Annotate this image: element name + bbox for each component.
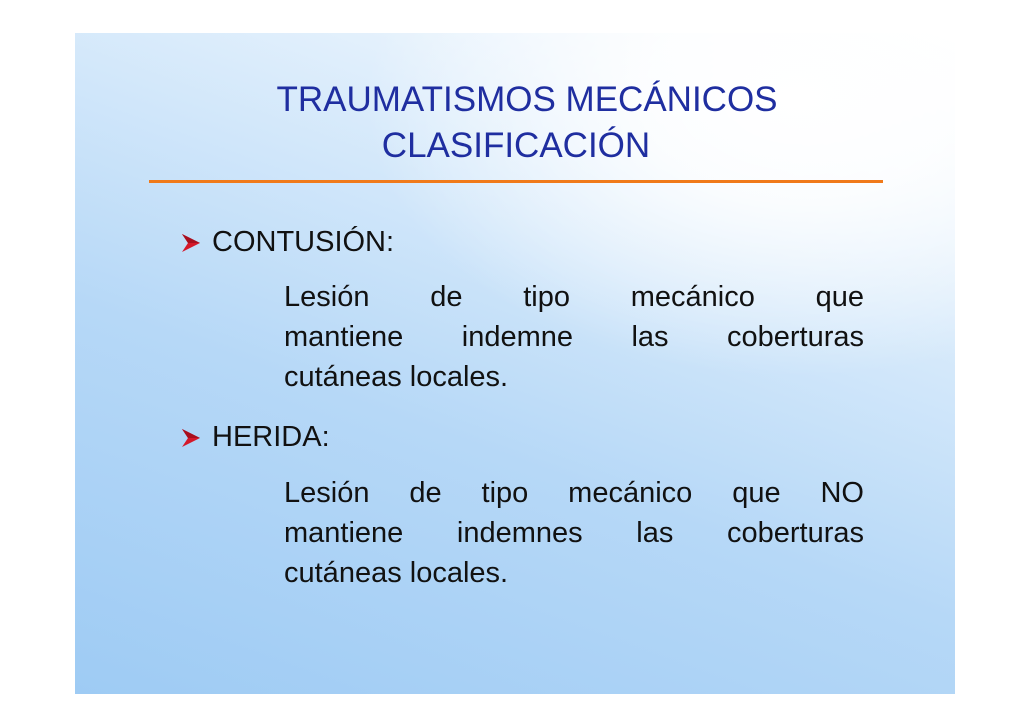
arrow-right-icon (179, 231, 203, 255)
bullet-body-herida (284, 473, 864, 593)
title-line-2: CLASIFICACIÓN (381, 126, 651, 165)
slide (75, 33, 955, 694)
bullet-heading-herida (179, 421, 330, 454)
bullet-heading-contusion (179, 226, 394, 259)
bullet-body-contusion (284, 277, 864, 397)
arrow-right-icon (179, 426, 203, 450)
bullet-heading-label: CONTUSIÓN: (212, 226, 395, 258)
body-line: mantiene indemnes las coberturas (284, 517, 864, 549)
title-line-1: TRAUMATISMOS MECÁNICOS (276, 80, 778, 119)
body-line: mantiene indemne las coberturas (284, 321, 864, 353)
slide-title (75, 77, 955, 169)
body-line: Lesión de tipo mecánico que (284, 281, 864, 313)
body-line: cutáneas locales. (284, 361, 509, 393)
bullet-heading-label: HERIDA: (212, 421, 330, 453)
title-divider (149, 180, 883, 183)
body-line: cutáneas locales. (284, 557, 509, 589)
body-line: Lesión de tipo mecánico que NO (284, 477, 864, 509)
